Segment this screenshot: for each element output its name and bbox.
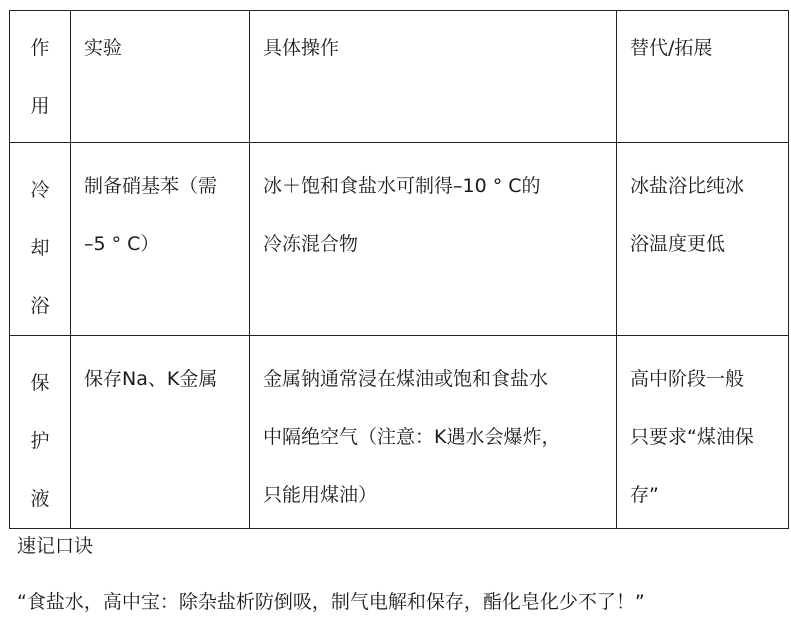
mnemonic-rhyme: “食盐水，高中宝：除杂盐析防倒吸，制气电解和保存，酯化皂化少不了！” — [17, 591, 645, 613]
operation-text: 中隔绝空气（注意：K遇水会爆炸， — [263, 426, 561, 448]
header-row — [10, 11, 789, 143]
role-cell — [10, 143, 71, 336]
extension-text: 浴温度更低 — [630, 233, 726, 255]
header-experiment-cell — [71, 11, 250, 143]
operation-text: 金属钠通常浸在煤油或饱和食盐水 — [263, 368, 549, 390]
header-extension-label: 替代/拓展 — [630, 37, 713, 59]
note-title: 速记口诀 — [17, 535, 94, 557]
role-char: 却 — [30, 237, 50, 259]
header-operation-cell — [250, 11, 617, 143]
table-row — [10, 143, 789, 336]
table-row — [10, 336, 789, 529]
experiment-text: 制备硝基苯（需 — [84, 175, 218, 197]
header-extension-cell — [617, 11, 789, 143]
operation-text: 冷冻混合物 — [263, 233, 359, 255]
extension-text: 高中阶段一般 — [630, 368, 745, 390]
extension-cell — [617, 143, 789, 336]
extension-text: 存” — [630, 484, 659, 506]
role-char: 冷 — [30, 179, 50, 201]
operation-cell — [250, 336, 617, 529]
operation-text: 只能用煤油） — [263, 484, 378, 506]
role-char: 浴 — [30, 295, 50, 317]
extension-text: 冰盐浴比纯冰 — [630, 175, 745, 197]
experiment-cell — [71, 336, 250, 529]
header-role-char: 作 — [30, 37, 50, 59]
header-role-char: 用 — [30, 95, 50, 117]
experiment-text: 保存Na、K金属 — [84, 368, 218, 390]
operation-cell — [250, 143, 617, 336]
experiment-text: –5 ° C） — [84, 233, 160, 255]
role-cell — [10, 336, 71, 529]
experiment-table — [9, 10, 789, 529]
header-operation-label: 具体操作 — [263, 37, 340, 59]
operation-text: 冰＋饱和食盐水可制得–10 ° C的 — [263, 175, 541, 197]
header-role-cell — [10, 11, 71, 143]
extension-text: 只要求“煤油保 — [630, 426, 754, 448]
header-experiment-label: 实验 — [84, 37, 123, 59]
role-char: 液 — [30, 488, 50, 510]
role-char: 护 — [30, 430, 50, 452]
role-char: 保 — [30, 372, 50, 394]
extension-cell — [617, 336, 789, 529]
experiment-cell — [71, 143, 250, 336]
